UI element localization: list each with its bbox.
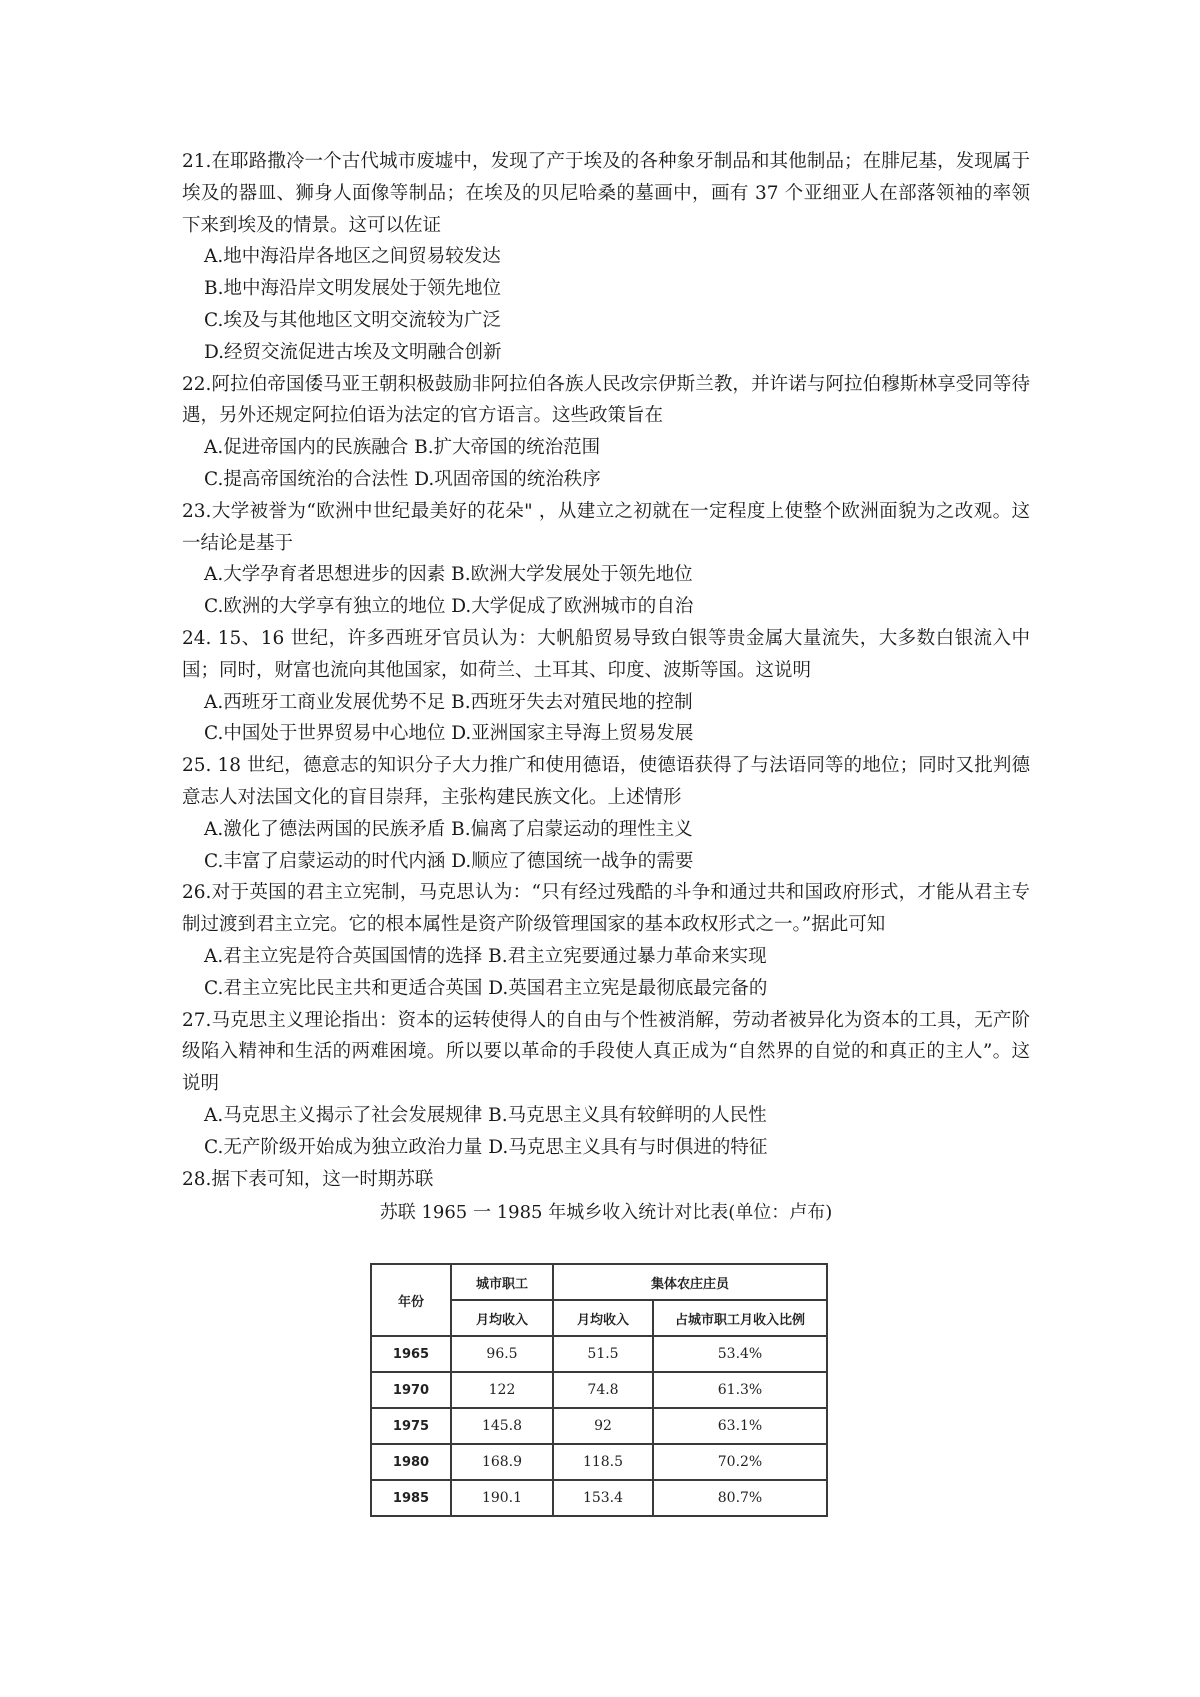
option-cd: C.无产阶级开始成为独立政治力量 D.马克思主义具有与时俱进的特征 — [204, 1136, 768, 1158]
option-ab: A.促进帝国内的民族融合 B.扩大帝国的统治范围 — [204, 437, 601, 459]
option-ab: A.激化了德法两国的民族矛盾 B.偏离了启蒙运动的理性主义 — [204, 818, 693, 840]
question-list — [182, 146, 1030, 1237]
question-stem: 28.据下表可知，这一时期苏联 — [182, 1168, 434, 1190]
cell-ratio: 70.2% — [653, 1444, 827, 1480]
cell-ratio: 80.7% — [653, 1480, 827, 1516]
table-row — [371, 1480, 827, 1516]
cell-year: 1985 — [371, 1480, 451, 1516]
table-row — [371, 1336, 827, 1372]
question-24 — [182, 623, 1030, 750]
option-ab: A.马克思主义揭示了社会发展规律 B.马克思主义具有较鲜明的人民性 — [204, 1104, 767, 1126]
cell-urban-income: 122 — [451, 1372, 553, 1408]
cell-ratio: 61.3% — [653, 1372, 827, 1408]
question-22 — [182, 369, 1030, 496]
cell-urban-income: 190.1 — [451, 1480, 553, 1516]
cell-year: 1970 — [371, 1372, 451, 1408]
question-23 — [182, 496, 1030, 623]
question-stem: 27.马克思主义理论指出：资本的运转使得人的自由与个性被消解，劳动者被异化为资本的工具，无产阶级陷入精神和生活的两难困境。所以要以革命的手段使人真正成为“自然界的自觉的和真正的主人”。这说明 — [182, 1009, 1030, 1095]
header-urban-group: 城市职工 — [451, 1264, 553, 1300]
option-cd: C.君主立宪比民主共和更适合英国 D.英国君主立宪是最彻底最完备的 — [204, 977, 768, 999]
cell-ratio: 53.4% — [653, 1336, 827, 1372]
cell-urban-income: 145.8 — [451, 1408, 553, 1444]
subheader-ratio: 占城市职工月收入比例 — [653, 1300, 827, 1336]
question-stem: 26.对于英国的君主立宪制，马克思认为：“只有经过残酷的斗争和通过共和国政府形式，才能从君主专制过渡到君主立完。它的根本属性是资产阶级管理国家的基本政权形式之一。”据此可知 — [182, 882, 1030, 936]
table-row — [371, 1444, 827, 1480]
option-d: D.经贸交流促进古埃及文明融合创新 — [204, 341, 502, 363]
option-b: B.地中海沿岸文明发展处于领先地位 — [204, 278, 501, 300]
question-stem: 25. 18 世纪，德意志的知识分子大力推广和使用德语，使德语获得了与法语同等的地位；同时又批判德意志人对法国文化的盲目崇拜，主张构建民族文化。上述情形 — [182, 755, 1030, 808]
cell-rural-income: 118.5 — [553, 1444, 653, 1480]
cell-ratio: 63.1% — [653, 1408, 827, 1444]
cell-year: 1980 — [371, 1444, 451, 1480]
header-year: 年份 — [371, 1264, 451, 1336]
option-c: C.埃及与其他地区文明交流较为广泛 — [204, 309, 501, 331]
option-cd: C.提高帝国统治的合法性 D.巩固帝国的统治秩序 — [204, 468, 601, 490]
option-cd: C.丰富了启蒙运动的时代内涵 D.顺应了德国统一战争的需要 — [204, 850, 694, 872]
question-27 — [182, 1005, 1030, 1164]
table-row — [371, 1408, 827, 1444]
question-stem: 22.阿拉伯帝国倭马亚王朝积极鼓励非阿拉伯各族人民改宗伊斯兰教，并许诺与阿拉伯穆斯林享受同等待遇，另外还规定阿拉伯语为法定的官方语言。这些政策旨在 — [182, 373, 1030, 427]
table-header-row — [371, 1264, 827, 1300]
income-table — [370, 1263, 828, 1517]
cell-urban-income: 168.9 — [451, 1444, 553, 1480]
option-cd: C.欧洲的大学享有独立的地位 D.大学促成了欧洲城市的自治 — [204, 596, 694, 618]
subheader-rural-income: 月均收入 — [553, 1300, 653, 1336]
subheader-urban-income: 月均收入 — [451, 1300, 553, 1336]
cell-rural-income: 74.8 — [553, 1372, 653, 1408]
question-26 — [182, 877, 1030, 1004]
table-row — [371, 1372, 827, 1408]
question-stem: 24. 15、16 世纪，许多西班牙官员认为：大帆船贸易导致白银等贵金属大量流失，大多数白银流入中国；同时，财富也流向其他国家，如荷兰、土耳其、印度、波斯等国。这说明 — [182, 627, 1030, 681]
option-cd: C.中国处于世界贸易中心地位 D.亚洲国家主导海上贸易发展 — [204, 723, 694, 745]
question-stem: 21.在耶路撒冷一个古代城市废墟中，发现了产于埃及的各种象牙制品和其他制品；在腓尼基，发现属于埃及的器皿、狮身人面像等制品；在埃及的贝尼哈桑的墓画中，画有 37 个亚细亚人在部落领袖的率领下来到埃及的情景。这可以佐证 — [182, 151, 1030, 236]
cell-rural-income: 92 — [553, 1408, 653, 1444]
question-25 — [182, 750, 1030, 877]
table-title: 苏联 1965 一 1985 年城乡收入统计对比表(单位：卢布) — [379, 1202, 833, 1224]
question-21 — [182, 146, 1030, 369]
option-a: A.地中海沿岸各地区之间贸易较发达 — [204, 246, 501, 268]
header-rural-group: 集体农庄庄员 — [553, 1264, 827, 1300]
income-table-container — [370, 1263, 828, 1517]
cell-rural-income: 153.4 — [553, 1480, 653, 1516]
option-ab: A.大学孕育者思想进步的因素 B.欧洲大学发展处于领先地位 — [204, 564, 693, 586]
cell-year: 1975 — [371, 1408, 451, 1444]
cell-rural-income: 51.5 — [553, 1336, 653, 1372]
cell-year: 1965 — [371, 1336, 451, 1372]
cell-urban-income: 96.5 — [451, 1336, 553, 1372]
question-28 — [182, 1164, 1030, 1228]
option-ab: A.西班牙工商业发展优势不足 B.西班牙失去对殖民地的控制 — [204, 691, 693, 713]
option-ab: A.君主立宪是符合英国国情的选择 B.君主立宪要通过暴力革命来实现 — [204, 945, 767, 967]
question-stem: 23.大学被誉为“欧洲中世纪最美好的花朵" ，从建立之初就在一定程度上使整个欧洲面貌为之改观。这一结论是基于 — [182, 500, 1030, 554]
